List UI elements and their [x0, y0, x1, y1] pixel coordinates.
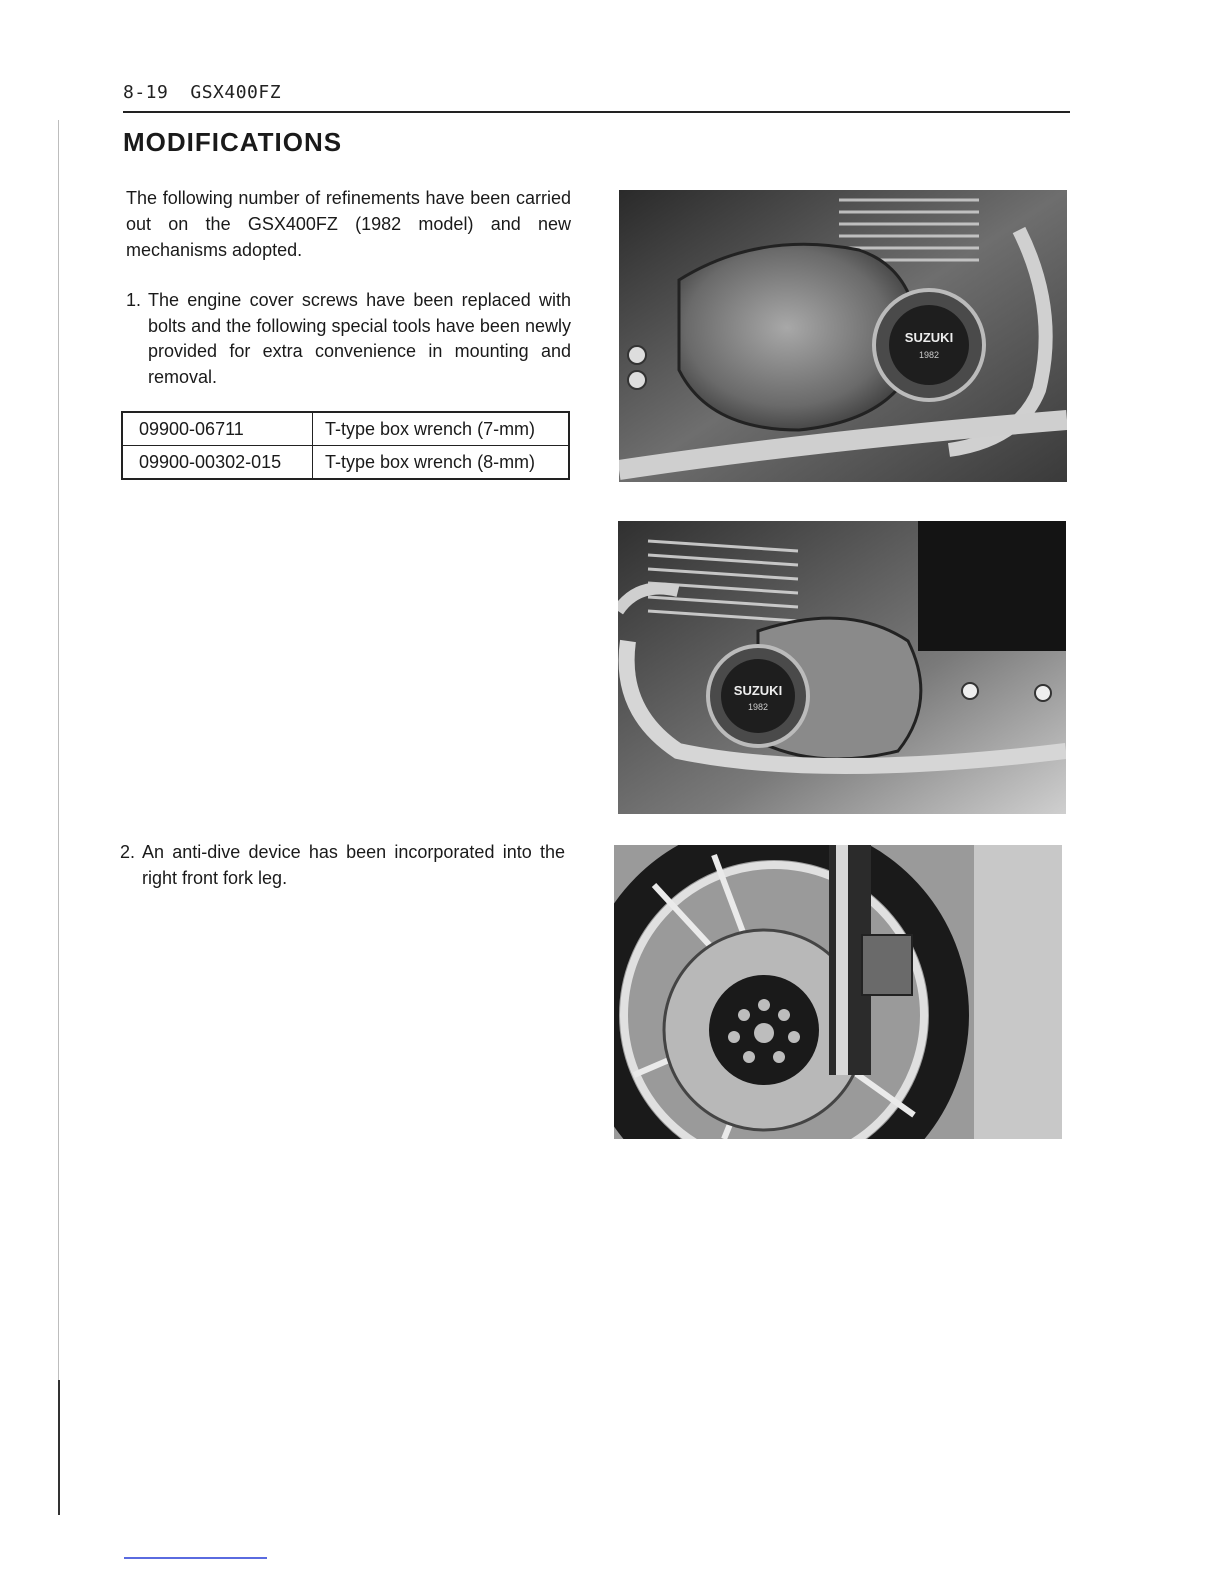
- tool-code: 09900-06711: [122, 412, 313, 446]
- suzuki-badge-text: SUZUKI: [904, 330, 954, 345]
- special-tools-table: [121, 411, 570, 480]
- bottom-link-underline: [124, 1557, 267, 1559]
- list-item-number: 2.: [120, 842, 136, 862]
- page-binding-rule: [58, 120, 59, 1510]
- tool-code: 09900-00302-015: [122, 446, 313, 480]
- model-name: GSX400FZ: [190, 82, 282, 103]
- table-row: [122, 446, 569, 480]
- front-wheel-anti-dive-photo: [614, 845, 1062, 1139]
- page-title: MODIFICATIONS: [123, 127, 343, 157]
- table-row: [122, 412, 569, 446]
- tool-description: T-type box wrench (8-mm): [313, 446, 570, 480]
- list-item: [126, 288, 571, 390]
- engine-right-side-photo: [619, 190, 1067, 482]
- list-item: [120, 840, 565, 891]
- tool-description: T-type box wrench (7-mm): [313, 412, 570, 446]
- page-header: [123, 82, 281, 103]
- suzuki-badge-year: 1982: [918, 350, 940, 360]
- page-binding-rule-dark: [58, 1380, 60, 1515]
- list-item-text: An anti-dive device has been incorporated into the right front fork leg.: [142, 842, 565, 888]
- intro-paragraph: The following number of refinements have been carried out on the GSX400FZ (1982 model) and new mechanisms adopted.: [126, 188, 571, 260]
- list-item-number: 1.: [126, 290, 142, 310]
- list-item-text: The engine cover screws have been replaced with bolts and the following special tools have been newly provided for extra convenience in mounting and removal.: [148, 290, 571, 387]
- page-number: 8-19: [123, 82, 169, 103]
- header-rule: [123, 111, 1070, 113]
- engine-left-side-photo: [618, 521, 1066, 814]
- suzuki-badge-year: 1982: [747, 702, 769, 712]
- suzuki-badge-text: SUZUKI: [733, 683, 783, 698]
